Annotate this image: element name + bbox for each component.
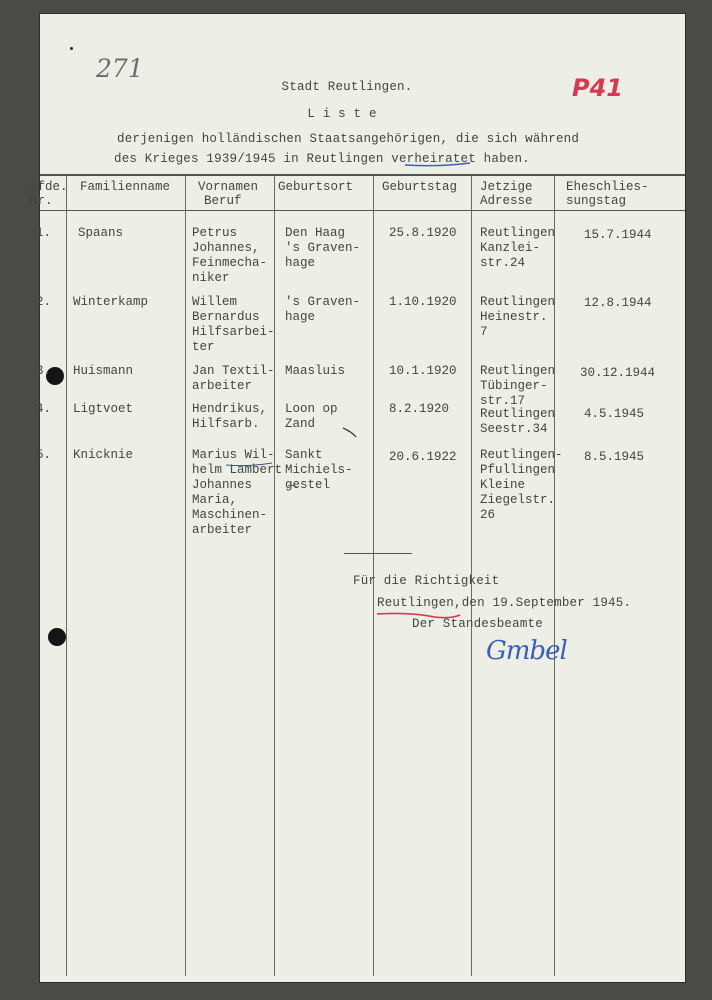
underlined-word: verheiratet xyxy=(391,152,476,166)
birthplace: Den Haag 's Graven- hage xyxy=(285,226,361,270)
birthplace: Sankt Michiels- gestel xyxy=(285,448,353,492)
col-header-familienname: Familienname xyxy=(80,180,171,194)
header-line-1: derjenigen holländischen Staatsangehörigen, die sich während xyxy=(117,132,580,146)
col-header-geburtsort: Geburtsort xyxy=(278,180,354,194)
row-number: 3. xyxy=(36,364,52,378)
birthplace: Loon op Zand xyxy=(285,402,338,431)
certification-line: Für die Richtigkeit xyxy=(353,574,500,588)
city-heading: Stadt Reutlingen. xyxy=(281,80,413,94)
pencil-number: 271 xyxy=(96,54,144,83)
red-archive-mark: P41 xyxy=(572,74,623,102)
list-title: L i s t e xyxy=(307,107,377,121)
birthdate: 1.10.1920 xyxy=(389,295,457,309)
row-number: 5. xyxy=(36,448,52,462)
birthdate: 8.2.1920 xyxy=(389,402,450,416)
family-name: Spaans xyxy=(78,226,124,240)
document-page xyxy=(30,14,685,982)
current-address: Reutlingen- Pfullingen Kleine Ziegelstr. 26 xyxy=(480,448,563,522)
header-line-2-text: des Krieges 1939/1945 in Reutlingen xyxy=(114,152,392,166)
given-names-occupation: Hendrikus, Hilfsarb. xyxy=(192,402,268,431)
family-name: Huismann xyxy=(73,364,134,378)
row-number: 1. xyxy=(36,226,52,240)
birthplace: Maasluis xyxy=(285,364,346,378)
scan-border-top xyxy=(0,0,712,14)
date-text: den 19.September 1945. xyxy=(461,596,632,610)
header-line-2-end: haben. xyxy=(475,152,530,166)
family-name: Ligtvoet xyxy=(73,402,134,416)
row-number: 2. xyxy=(36,295,52,309)
birthdate: 25.8.1920 xyxy=(389,226,457,240)
col-header-geburtstag: Geburtstag xyxy=(382,180,458,194)
current-address: Reutlingen Heinestr. 7 xyxy=(480,295,556,339)
family-name: Knicknie xyxy=(73,448,134,462)
given-names-occupation: Willem Bernardus Hilfsarbei- ter xyxy=(192,295,275,354)
family-name: Winterkamp xyxy=(73,295,149,309)
signature: Gmbel xyxy=(486,636,567,666)
scan-border-right xyxy=(685,0,712,1000)
col-header-adresse: Jetzige Adresse xyxy=(480,180,533,208)
given-names-occupation: Marius Wil- helm Lambert Johannes Maria, Maschinen- arbeiter xyxy=(192,448,283,537)
marriage-date: 8.5.1945 xyxy=(584,450,645,464)
birthplace: 's Graven- hage xyxy=(285,295,361,324)
official-title: Der Standesbeamte xyxy=(412,617,543,631)
col-header-eheschliessungstag: Eheschlies- sungstag xyxy=(566,180,649,208)
birthdate: 10.1.1920 xyxy=(389,364,457,378)
scan-border-left xyxy=(0,0,40,1000)
current-address: Reutlingen Kanzlei- str.24 xyxy=(480,226,556,270)
birthdate: 20.6.1922 xyxy=(389,450,457,464)
col-header-vornamen: Vornamen Beruf xyxy=(198,180,259,208)
place-underlined: Reutlingen, xyxy=(377,596,462,610)
marriage-date: 12.8.1944 xyxy=(584,296,652,310)
current-address: Reutlingen Tübinger- str.17 xyxy=(480,364,556,408)
current-address: Reutlingen Seestr.34 xyxy=(480,407,556,436)
scan-border-bottom xyxy=(0,982,712,1000)
given-names-occupation: Jan Textil- arbeiter xyxy=(192,364,275,393)
given-names-occupation: Petrus Johannes, Feinmecha- niker xyxy=(192,226,268,285)
marriage-date: 4.5.1945 xyxy=(584,407,645,421)
row-number: 4. xyxy=(36,402,52,416)
marriage-date: 15.7.1944 xyxy=(584,228,652,242)
ink-marks xyxy=(40,14,685,982)
col-header-nr: Lfde. Nr. xyxy=(30,180,68,208)
marriage-date: 30.12.1944 xyxy=(580,366,656,380)
